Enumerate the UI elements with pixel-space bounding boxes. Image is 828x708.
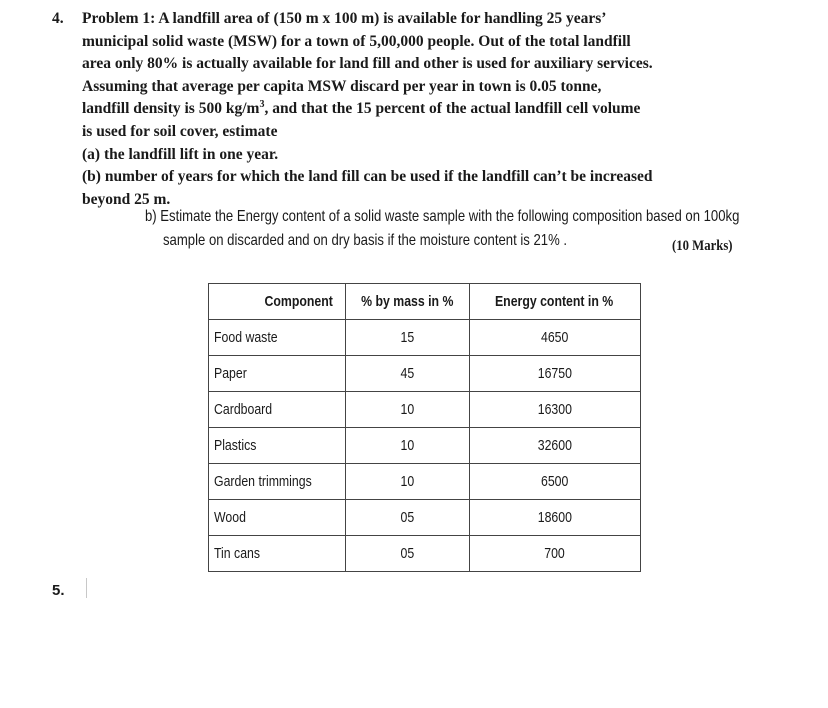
cell-component: Cardboard — [209, 392, 346, 428]
table-row — [209, 536, 641, 572]
problem-b-line-2: sample on discarded and on dry basis if the moisture content is 21% . — [163, 232, 568, 249]
problem-4-line: is used for soil cover, estimate — [82, 122, 278, 140]
cell-energy: 700 — [469, 536, 640, 572]
density-text: landfill density is 500 kg/m — [82, 100, 260, 118]
cell-mass: 45 — [346, 356, 470, 392]
table-row — [209, 464, 641, 500]
problem-4-line: municipal solid waste (MSW) for a town of 5,00,000 people. Out of the total landfill — [82, 32, 631, 50]
cell-component: Paper — [209, 356, 346, 392]
density-text-cont: , and that the 15 percent of the actual landfill cell volume — [264, 100, 641, 118]
text-cursor-divider — [86, 578, 87, 598]
cell-mass: 05 — [346, 500, 470, 536]
cell-mass: 05 — [346, 536, 470, 572]
table-row — [209, 392, 641, 428]
cell-mass: 10 — [346, 428, 470, 464]
cell-energy: 32600 — [469, 428, 640, 464]
cell-component: Plastics — [209, 428, 346, 464]
problem-4-number: 4. — [52, 10, 64, 27]
cell-energy: 6500 — [469, 464, 640, 500]
problem-4-line: area only 80% is actually available for land fill and other is used for auxiliary services. — [82, 55, 653, 73]
problem-4-text — [82, 8, 742, 211]
cell-energy: 16300 — [469, 392, 640, 428]
cell-energy: 4650 — [469, 320, 640, 356]
header-mass: % by mass in % — [346, 284, 470, 320]
cell-mass: 10 — [346, 464, 470, 500]
cell-component: Food waste — [209, 320, 346, 356]
table-row — [209, 320, 641, 356]
problem-4-line: (a) the landfill lift in one year. — [82, 145, 279, 163]
superscript-3: 3 — [259, 99, 265, 111]
table-row — [209, 428, 641, 464]
table-header-row — [209, 284, 641, 320]
cell-energy: 18600 — [469, 500, 640, 536]
cell-mass: 15 — [346, 320, 470, 356]
problem-4-line: (b) number of years for which the land fill can be used if the landfill can’t be increased — [82, 168, 653, 186]
table-row — [209, 500, 641, 536]
problem-4 — [52, 8, 742, 211]
cell-mass: 10 — [346, 392, 470, 428]
problem-4-line — [82, 98, 742, 121]
marks-label: (10 Marks) — [672, 238, 733, 254]
cell-component: Tin cans — [209, 536, 346, 572]
cell-energy: 16750 — [469, 356, 640, 392]
cell-component: Wood — [209, 500, 346, 536]
header-component: Component — [209, 284, 346, 320]
problem-4-line: beyond 25 m. — [82, 190, 171, 208]
table-row — [209, 356, 641, 392]
cell-component: Garden trimmings — [209, 464, 346, 500]
energy-table — [208, 283, 641, 572]
problem-4-line: Assuming that average per capita MSW discard per year in town is 0.05 tonne, — [82, 77, 602, 95]
problem-b-line-1: b) Estimate the Energy content of a solid waste sample with the following composition based on 100kg — [145, 208, 740, 225]
problem-4-line: Problem 1: A landfill area of (150 m x 100 m) is available for handling 25 years’ — [82, 10, 607, 27]
problem-5-number: 5. — [52, 582, 65, 599]
header-energy: Energy content in % — [469, 284, 640, 320]
